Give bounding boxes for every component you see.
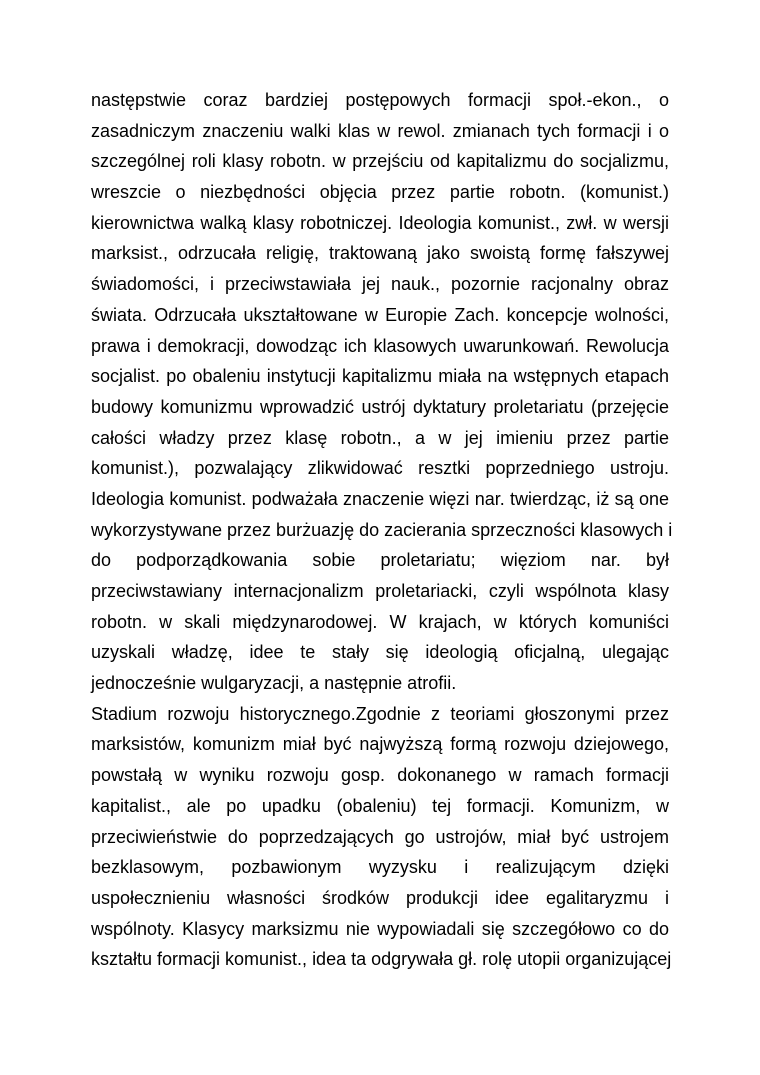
text-line: świadomości, i przeciwstawiała jej nauk., pozornie racjonalny obraz (91, 274, 669, 295)
text-line: wreszcie o niezbędności objęcia przez partie robotn. (komunist.) (91, 182, 669, 203)
text-line: szczególnej roli klasy robotn. w przejściu od kapitalizmu do socjalizmu, (91, 151, 669, 172)
text-line: marksistów, komunizm miał być najwyższą formą rozwoju dziejowego, (91, 734, 669, 755)
text-line: kształtu formacji komunist., idea ta odgrywała gł. rolę utopii organizującej (91, 949, 672, 970)
text-line: do podporządkowania sobie proletariatu; więziom nar. był (91, 550, 669, 571)
text-line: komunist.), pozwalający zlikwidować resztki poprzedniego ustroju. (91, 458, 669, 479)
text-line: przeciwstawiany internacjonalizm proletariacki, czyli wspólnota klasy (91, 581, 669, 601)
paragraph-2 (91, 699, 672, 975)
text-line: budowy komunizmu wprowadzić ustrój dyktatury proletariatu (przejęcie (91, 396, 669, 417)
text-line: uzyskali władzę, idee te stały się ideologią oficjalną, ulegając (91, 642, 669, 663)
text-line: socjalist. po obaleniu instytucji kapitalizmu miała na wstępnych etapach (91, 366, 669, 387)
text-line: następstwie coraz bardziej postępowych formacji społ.-ekon., o (91, 90, 669, 110)
text-line: uspołecznieniu własności środków produkcji idee egalitaryzmu i (91, 887, 669, 908)
text-line: wykorzystywane przez burżuazję do zacierania sprzeczności klasowych i (91, 519, 673, 540)
text-line: kierownictwa walką klasy robotniczej. Ideologia komunist., zwł. w wersji (91, 212, 669, 233)
text-line: robotn. w skali międzynarodowej. W krajach, w których komuniści (91, 611, 669, 632)
text-line: Ideologia komunist. podważała znaczenie więzi nar. twierdząc, iż są one (91, 488, 669, 509)
text-line: całości władzy przez klasę robotn., a w jej imieniu przez partie (91, 427, 669, 448)
text-line: przeciwieństwie do poprzedzających go ustrojów, miał być ustrojem (91, 826, 669, 847)
text-line: marksist., odrzucała religię, traktowaną jako swoistą formę fałszywej (91, 243, 669, 264)
text-line: wspólnoty. Klasycy marksizmu nie wypowiadali się szczegółowo co do (91, 918, 669, 939)
text-line: zasadniczym znaczeniu walki klas w rewol. zmianach tych formacji i o (91, 120, 669, 141)
paragraph-1 (91, 85, 673, 699)
text-line: świata. Odrzucała ukształtowane w Europie Zach. koncepcje wolności, (91, 304, 669, 325)
text-line: bezklasowym, pozbawionym wyzysku i realizującym dzięki (91, 857, 669, 878)
text-line: powstałą w wyniku rozwoju gosp. dokonanego w ramach formacji (91, 765, 669, 786)
text-line: kapitalist., ale po upadku (obaleniu) tej formacji. Komunizm, w (91, 795, 669, 816)
text-line: prawa i demokracji, dowodząc ich klasowych uwarunkowań. Rewolucja (91, 335, 669, 356)
text-line: jednocześnie wulgaryzacji, a następnie atrofii. (91, 673, 457, 694)
text-line: Stadium rozwoju historycznego.Zgodnie z teoriami głoszonymi przez (91, 703, 669, 724)
document-page (91, 85, 673, 975)
